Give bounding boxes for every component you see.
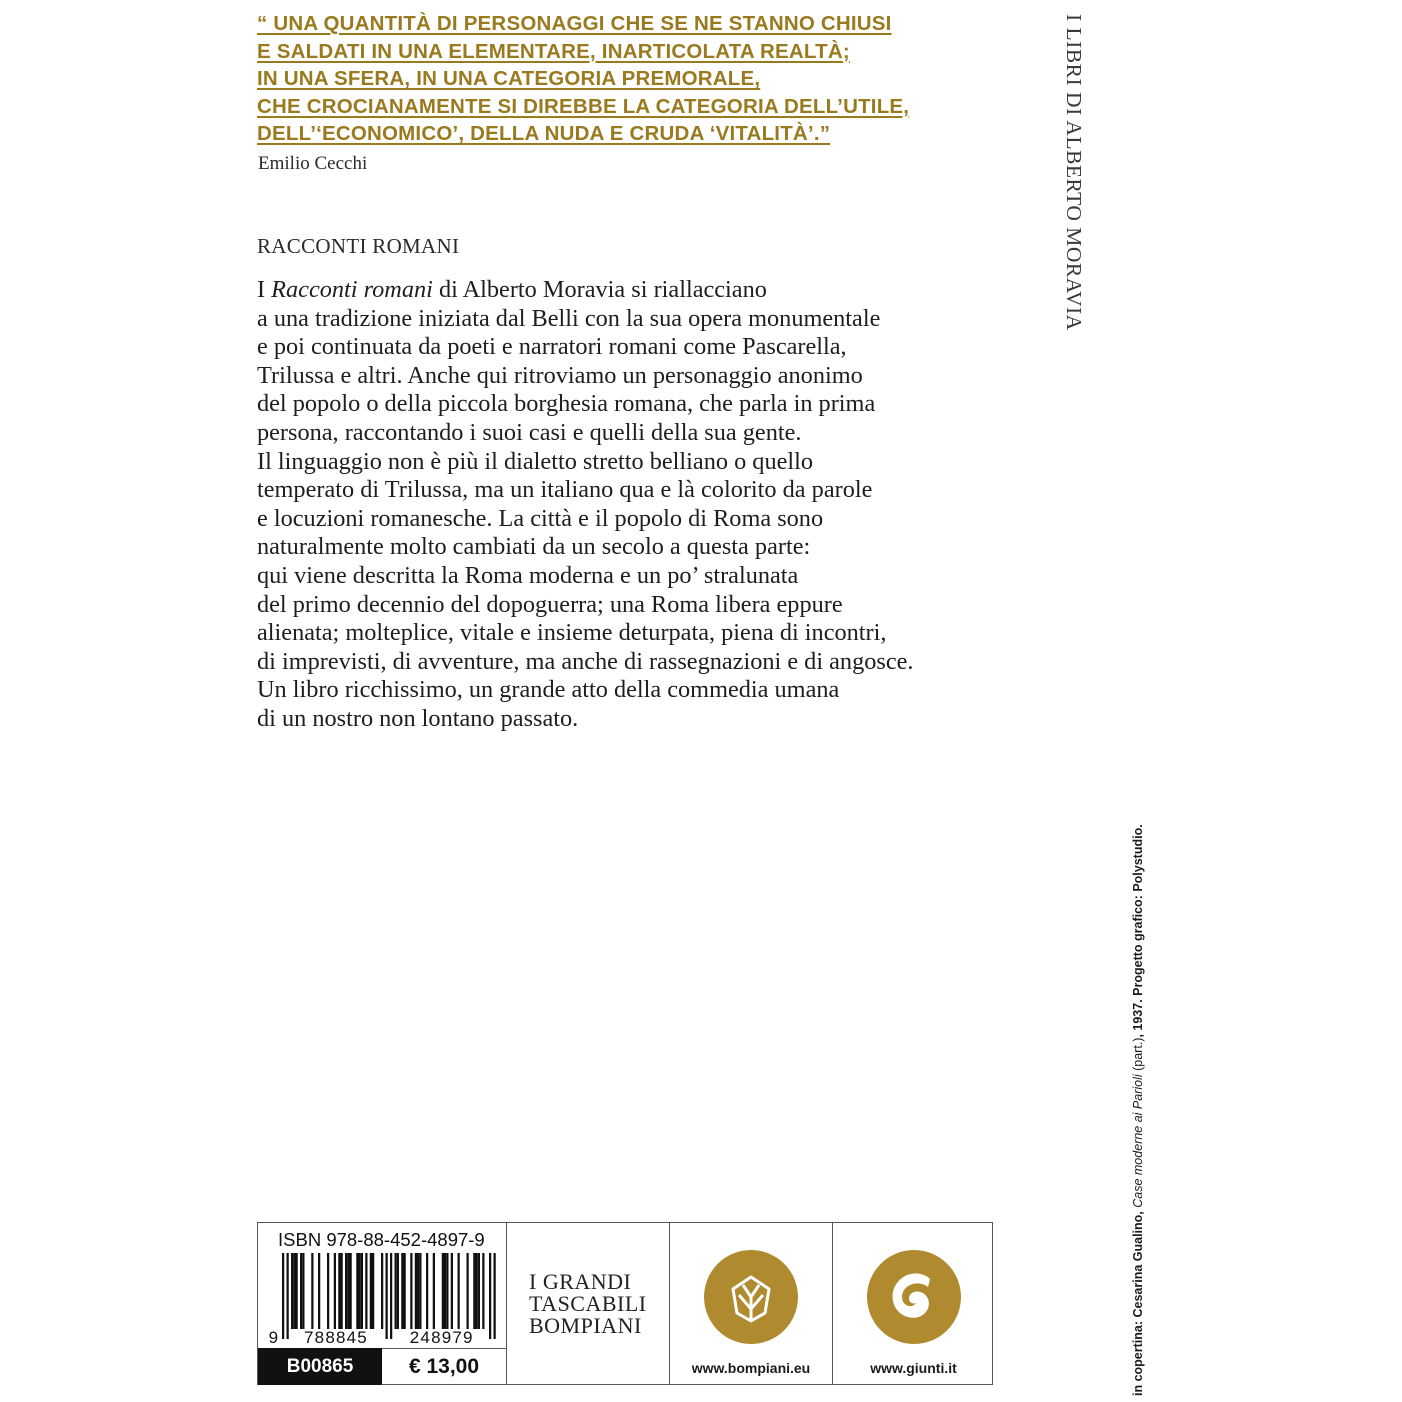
barcode-bar — [372, 1253, 374, 1329]
barcode-bar — [395, 1253, 397, 1329]
barcode-bar — [386, 1253, 388, 1339]
blurb-line: e locuzioni romanesche. La città e il popolo di Roma sono — [257, 504, 824, 532]
barcode-bar — [442, 1253, 444, 1329]
quote-attribution: Emilio Cecchi — [258, 153, 368, 174]
barcode-bar — [311, 1253, 313, 1329]
giunti-swirl-icon — [866, 1249, 962, 1345]
barcode-bar — [444, 1253, 446, 1329]
quote-line: IN UNA SFERA, IN UNA CATEGORIA PREMORALE, — [257, 67, 761, 90]
blurb-line: I Racconti romani di Alberto Moravia si riallacciano — [257, 276, 767, 303]
series-panel — [507, 1223, 670, 1384]
barcode-digits: 9 — [268, 1328, 280, 1345]
barcode-bar — [482, 1253, 484, 1329]
barcode-bar — [390, 1253, 392, 1339]
blurb-line: di imprevisti, di avventure, ma anche di rassegnazioni e di angosce. — [257, 647, 914, 675]
barcode-bar — [473, 1253, 475, 1329]
barcode-bar — [318, 1253, 320, 1329]
blurb-line: a una tradizione iniziata dal Belli con la sua opera monumentale — [257, 304, 881, 332]
back-cover-footer — [257, 1222, 993, 1385]
barcode-bar — [401, 1253, 403, 1329]
isbn-label: ISBN 978-88-452-4897-9 — [278, 1229, 485, 1250]
barcode-bar — [467, 1253, 469, 1329]
barcode-bar — [415, 1253, 417, 1329]
barcode-bar — [478, 1253, 480, 1329]
quote-line: CHE CROCIANAMENTE SI DIREBBE LA CATEGORIA DELL’UTILE, — [257, 94, 910, 118]
barcode-bar — [341, 1253, 343, 1329]
barcode-bar — [345, 1253, 347, 1329]
barcode-bar — [419, 1253, 421, 1329]
barcode — [262, 1253, 502, 1345]
bompiani-panel — [670, 1223, 833, 1384]
book-title-heading: RACCONTI ROMANI — [257, 234, 460, 258]
barcode-bar — [370, 1253, 372, 1329]
barcode-bar — [291, 1253, 293, 1329]
barcode-bar — [381, 1253, 383, 1329]
giunti-panel — [833, 1223, 994, 1384]
barcode-bar — [489, 1253, 491, 1339]
barcode-bar — [338, 1253, 340, 1329]
barcode-bar — [410, 1253, 412, 1329]
barcode-bar — [334, 1253, 336, 1329]
barcode-bar — [404, 1253, 406, 1329]
series-line: I GRANDI — [529, 1269, 632, 1294]
barcode-bar — [451, 1253, 453, 1329]
price: € 13,00 — [382, 1348, 506, 1385]
barcode-bar — [327, 1253, 329, 1329]
blurb-line: Il linguaggio non è più il dialetto stretto belliano o quello — [257, 447, 814, 475]
barcode-bar — [365, 1253, 367, 1329]
barcode-bar — [446, 1253, 448, 1329]
publisher-url[interactable]: www.bompiani.eu — [691, 1360, 811, 1376]
quote-line: “ UNA QUANTITÀ DI PERSONAGGI CHE SE NE STANNO CHIUSI — [257, 12, 892, 35]
barcode-bar — [417, 1253, 419, 1329]
blurb-line: qui viene descritta la Roma moderna e un po’ stralunata — [257, 561, 799, 589]
series-line: TASCABILI — [529, 1291, 647, 1316]
spine-series-title: I LIBRI DI ALBERTO MORAVIA — [1062, 14, 1086, 331]
blurb-line: temperato di Trilussa, ma un italiano qua e là colorito da parole — [257, 476, 873, 504]
barcode-bar — [361, 1253, 363, 1329]
barcode-bar — [494, 1253, 496, 1339]
barcode-bar — [300, 1253, 302, 1329]
barcode-bar — [433, 1253, 435, 1329]
barcode-digits: 788845 — [304, 1328, 368, 1345]
barcode-bar — [302, 1253, 304, 1329]
barcode-bar — [426, 1253, 428, 1329]
quote-line: DELL’‘ECONOMICO’, DELLA NUDA E CRUDA ‘VITALITÀ’.” — [257, 122, 831, 145]
barcode-bar — [458, 1253, 460, 1329]
bompiani-flower-icon — [703, 1249, 799, 1345]
product-code: B00865 — [258, 1348, 382, 1385]
blurb-text — [257, 276, 997, 734]
blurb-line: Un libro ricchissimo, un grande atto della commedia umana — [257, 676, 840, 704]
quote-line: E SALDATI IN UNA ELEMENTARE, INARTICOLATA REALTÀ; — [257, 39, 850, 63]
book-title-italic: Racconti romani — [271, 276, 433, 303]
blurb-line: del primo decennio del dopoguerra; una Roma libera eppure — [257, 590, 843, 618]
barcode-bar — [350, 1253, 352, 1329]
barcode-digits: 248979 — [409, 1328, 474, 1345]
blurb-line: e poi continuata da poeti e narratori romani come Pascarella, — [257, 333, 847, 361]
publisher-url[interactable]: www.giunti.it — [870, 1360, 957, 1376]
barcode-bar — [397, 1253, 399, 1329]
isbn-panel — [258, 1223, 507, 1384]
barcode-bar — [293, 1253, 295, 1329]
blurb-line: alienata; molteplice, vitale e insieme deturpata, piena di incontri, — [257, 619, 887, 647]
barcode-bar — [282, 1253, 284, 1339]
barcode-bar — [359, 1253, 361, 1329]
blurb-line: naturalmente molto cambiati da un secolo a questa parte: — [257, 533, 811, 561]
blurb-line: persona, raccontando i suoi casi e quelli della sua gente. — [257, 418, 802, 446]
blurb-line: Trilussa e altri. Anche qui ritroviamo un personaggio anonimo — [257, 361, 863, 389]
barcode-bar — [476, 1253, 478, 1329]
blurb-line: del popolo o della piccola borghesia romana, che parla in prima — [257, 390, 876, 418]
cover-credits: in copertina: Cesarina Gualino, Case moderne ai Parioli (part.), 1937. Progetto grafico: Polystudio. — [1131, 824, 1145, 1396]
series-line: BOMPIANI — [529, 1313, 642, 1338]
series-name — [529, 1271, 647, 1337]
barcode-bar — [356, 1253, 358, 1329]
barcode-bar — [287, 1253, 289, 1339]
barcode-bar — [347, 1253, 349, 1329]
quote-block — [257, 10, 957, 148]
blurb-line: di un nostro non lontano passato. — [257, 704, 579, 732]
barcode-bar — [296, 1253, 298, 1329]
